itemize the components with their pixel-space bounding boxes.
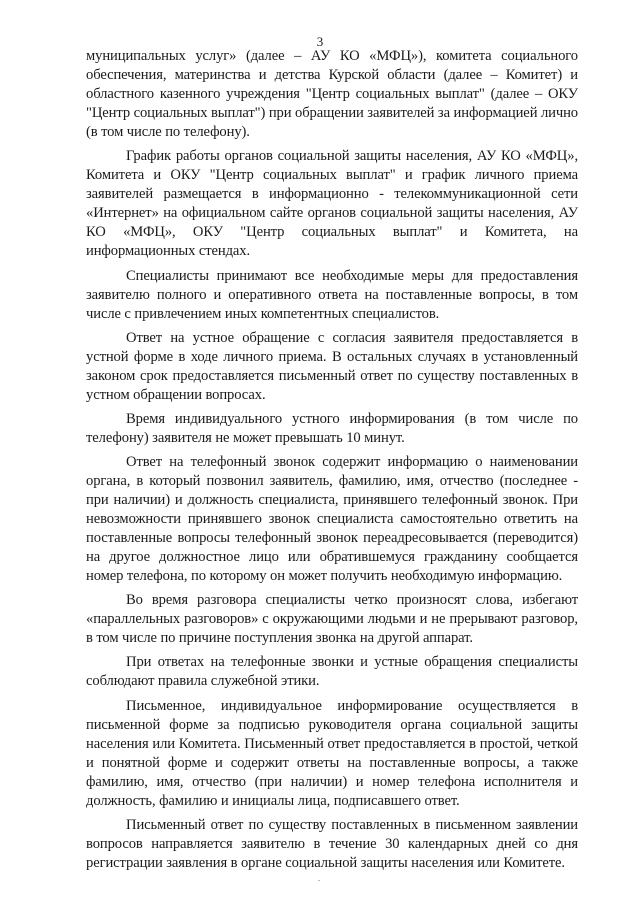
paragraph-schedule: График работы органов социальной защиты населения, АУ КО «МФЦ», Комитета и ОКУ "Центр социальных выплат" и график личного приема заявителей размещается в информационно - телекоммуникационной сети «Интернет» на официальном сайте органов социальной защиты населения, АУ КО «МФЦ», ОКУ "Центр социальных выплат" и Комитета, на информационных стендах. bbox=[86, 148, 578, 260]
paragraph-ethics: При ответах на телефонные звонки и устные обращения специалисты соблюдают правила служебной этики. bbox=[86, 654, 578, 690]
paragraph-written-information: Письменное, индивидуальное информирование осуществляется в письменной форме за подписью руководителя органа социальной защиты населения или Комитета. Письменный ответ предоставляется в простой, четкой и понятной форме и содержит ответы на поставленные вопросы, а также фамилию, имя, отчество (при наличии) и номер телефона исполнителя и должность, фамилию и инициалы лица, подписавшего ответ. bbox=[86, 697, 578, 809]
scan-speck bbox=[318, 880, 320, 881]
paragraph-written-response-deadline: Письменный ответ по существу поставленных в письменном заявлении вопросов направляется заявителю в течение 30 календарных дней со дня регистрации заявления в органе социальной защиты населения или Комитете. bbox=[86, 816, 578, 871]
paragraph-oral-response: Ответ на устное обращение с согласия заявителя предоставляется в устной форме в ходе личного приема. В остальных случаях в установленный законом срок предоставляется письменный ответ по существу поставленных в устном обращении вопросах. bbox=[86, 329, 578, 403]
paragraph-consultation-time: Время индивидуального устного информирования (в том числе по телефону) заявителя не может превышать 10 минут. bbox=[86, 410, 578, 446]
page-number: 3 bbox=[316, 34, 324, 49]
paragraph-continuation: муниципальных услуг» (далее – АУ КО «МФЦ»), комитета социального обеспечения, материнства и детства Курской области (далее – Комитет) и областного казенного учреждения "Центр социальных выплат" (далее – ОКУ "Центр социальных выплат") при обращении заявителей за информацией лично (в том числе по телефону). bbox=[86, 48, 578, 141]
paragraph-specialists-measures: Специалисты принимают все необходимые меры для предоставления заявителю полного и оперативного ответа на поставленные вопросы, в том числе с привлечением иных компетентных специалистов. bbox=[86, 267, 578, 322]
paragraph-phone-response: Ответ на телефонный звонок содержит информацию о наименовании органа, в который позвонил заявитель, фамилию, имя, отчество (последнее - при наличии) и должность специалиста, принявшего телефонный звонок. При невозможности принявшего звонок специалиста самостоятельно ответить на поставленные вопросы телефонный звонок переадресовывается (переводится) на другое должностное лицо или обратившемуся гражданину сообщается номер телефона, по которому он может получить необходимую информацию. bbox=[86, 453, 578, 585]
paragraph-conversation-rules: Во время разговора специалисты четко произносят слова, избегают «параллельных разговоров» с окружающими людьми и не прерывают разговор, в том числе по причине поступления звонка на другой аппарат. bbox=[86, 592, 578, 647]
document-body bbox=[86, 47, 578, 878]
